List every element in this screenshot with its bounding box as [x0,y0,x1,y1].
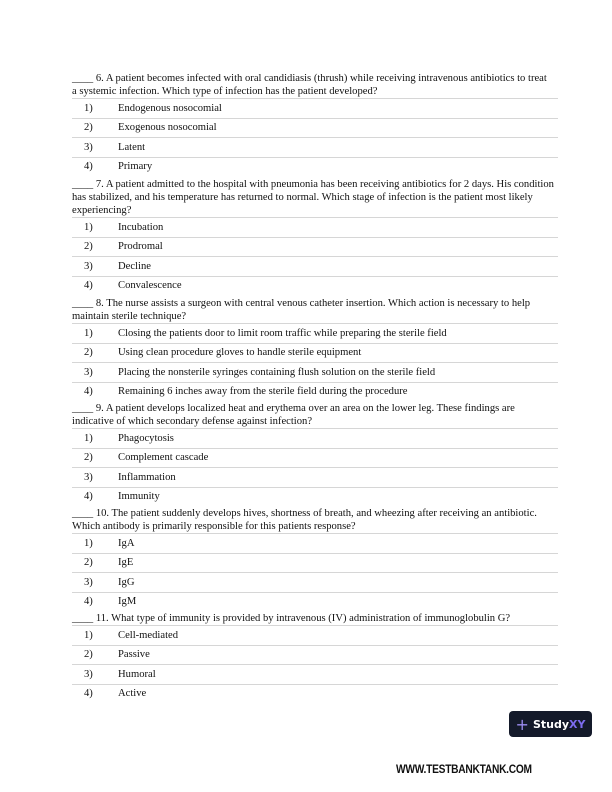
option-text: Prodromal [118,241,163,253]
option-text: Active [118,688,147,700]
option-text: Endogenous nosocomial [118,102,222,114]
question [72,507,558,611]
answer-option[interactable] [72,467,558,487]
answer-option[interactable] [72,625,558,645]
question [72,402,558,506]
option-text: Primary [118,161,153,173]
question-text: ____ 8. The nurse assists a surgeon with central venous catheter insertion. Which action is necessary to help maintain sterile technique? [72,298,531,322]
answer-option[interactable] [72,533,558,553]
option-number: 1) [84,221,93,233]
option-number: 1) [84,629,93,641]
option-text: Inflammation [118,471,176,483]
option-number: 3) [84,366,93,378]
option-number: 4) [84,161,93,173]
option-number: 3) [84,141,93,153]
option-number: 4) [84,386,93,398]
logo-text-xy: XY [569,717,586,731]
option-number: 3) [84,260,93,272]
question [72,72,558,176]
answer-option[interactable] [72,592,558,612]
question-text: ____ 10. The patient suddenly develops hives, shortness of breath, and wheezing after receiving an antibiotic. Which antibody is primarily responsible for this patients response? [72,508,537,532]
option-text: Remaining 6 inches away from the sterile field during the procedure [118,386,408,398]
option-number: 2) [84,452,93,464]
option-text: Using clean procedure gloves to handle sterile equipment [118,347,362,359]
option-number: 3) [84,576,93,588]
option-text: Humoral [118,668,156,680]
answer-option[interactable] [72,217,558,237]
question [72,297,558,401]
option-text: Phagocytosis [118,432,174,444]
question [72,178,558,295]
answer-option[interactable] [72,276,558,296]
answer-option[interactable] [72,362,558,382]
option-number: 2) [84,241,93,253]
footer-url: WWW.TESTBANKTANK.COM [396,762,532,776]
option-text: Exogenous nosocomial [118,122,217,134]
answer-option[interactable] [72,237,558,257]
question-text: ____ 11. What type of immunity is provided by intravenous (IV) administration of immunoglobulin G? [72,613,511,624]
option-text: Incubation [118,221,164,233]
logo-text: Study [532,717,569,731]
option-number: 1) [84,102,93,114]
option-number: 1) [84,537,93,549]
plus-icon: + [515,714,529,734]
option-text: Latent [118,141,146,153]
option-number: 1) [84,327,93,339]
question [72,612,558,703]
studyxy-logo [509,711,592,737]
option-text: Convalescence [118,280,182,292]
answer-option[interactable] [72,553,558,573]
option-text: IgM [118,596,137,608]
option-number: 2) [84,122,93,134]
option-text: Placing the nonsterile syringes containing flush solution on the sterile field [118,366,436,378]
option-number: 3) [84,668,93,680]
option-text: Complement cascade [118,452,209,464]
option-number: 3) [84,471,93,483]
answer-option[interactable] [72,572,558,592]
option-text: IgA [118,537,135,549]
option-number: 4) [84,280,93,292]
answer-option[interactable] [72,323,558,343]
question-text: ____ 7. A patient admitted to the hospital with pneumonia has been receiving antibiotics for 2 days. His condition has stabilized, and his temperature has returned to normal. Which stage of infection is the patient most likely experiencing? [72,179,554,216]
option-text: Immunity [118,491,160,503]
answer-option[interactable] [72,664,558,684]
answer-option[interactable] [72,98,558,118]
option-text: IgG [118,576,135,588]
option-number: 2) [84,557,93,569]
option-text: IgE [118,557,134,569]
question-text: ____ 9. A patient develops localized heat and erythema over an area on the lower leg. These findings are indicative of which secondary defense against infection? [72,403,515,427]
option-text: Closing the patients door to limit room traffic while preparing the sterile field [118,327,447,339]
answer-option[interactable] [72,487,558,507]
option-number: 4) [84,688,93,700]
answer-option[interactable] [72,118,558,138]
answer-option[interactable] [72,137,558,157]
option-number: 1) [84,432,93,444]
answer-option[interactable] [72,645,558,665]
question-text: ____ 6. A patient becomes infected with oral candidiasis (thrush) while receiving intravenous antibiotics to treat a systemic infection. Which type of infection has the patient developed? [72,73,547,97]
option-text: Cell-mediated [118,629,179,641]
option-text: Decline [118,260,151,272]
answer-option[interactable] [72,256,558,276]
option-number: 4) [84,596,93,608]
answer-option[interactable] [72,157,558,177]
answer-option[interactable] [72,343,558,363]
answer-option[interactable] [72,428,558,448]
option-number: 2) [84,347,93,359]
option-number: 4) [84,491,93,503]
option-number: 2) [84,649,93,661]
answer-option[interactable] [72,448,558,468]
option-text: Passive [118,649,150,661]
answer-option[interactable] [72,684,558,704]
answer-option[interactable] [72,382,558,402]
